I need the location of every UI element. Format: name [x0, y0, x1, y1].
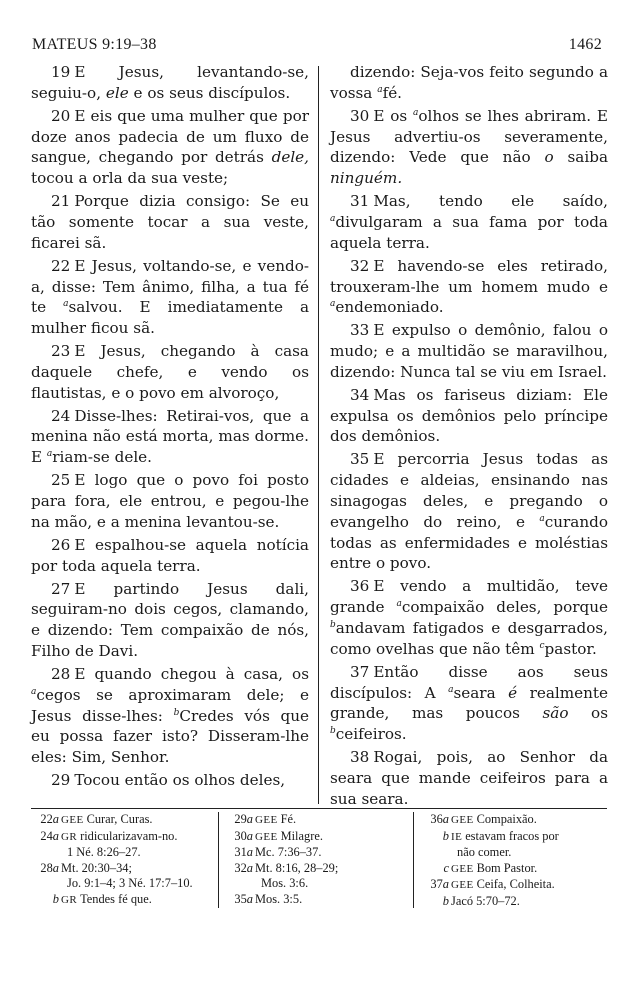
verse-number: 34 [350, 385, 370, 404]
verse-paragraph [330, 747, 608, 809]
verse-text: tocou a orla da sua veste; [31, 169, 229, 188]
running-header [32, 36, 602, 54]
verse-text: curando todas as enfermidades e moléstias entre o povo. [330, 512, 608, 573]
verse-text: Mas os fariseus diziam: Ele expulsa os demônios pelo príncipe dos demônios. [330, 385, 608, 446]
footnote-entry [225, 892, 405, 908]
verse-text: E quando chegou à casa, os [74, 665, 309, 683]
footnote-source-tag: GEE [451, 862, 474, 875]
verse-column-left [31, 62, 309, 793]
footnote-entry [421, 861, 607, 878]
footnote-letter: a [52, 812, 59, 826]
footnote-source-tag: GEE [255, 814, 278, 826]
footnote-marker: a [396, 599, 402, 610]
verse-text: andavam fatigados e desgarrados, como ovelhas que não têm [330, 619, 608, 658]
verse-paragraph [31, 191, 309, 253]
footnote-marker: a [377, 84, 383, 95]
footnote-reference [225, 845, 253, 861]
footnote-divider [31, 808, 607, 809]
footnote-letter: a [246, 828, 253, 843]
footnote-entry [421, 829, 607, 861]
verse-number: 29 [51, 771, 71, 790]
footnote-reference [225, 829, 253, 845]
footnote-text: Bom Pastor. [476, 860, 538, 875]
verse-text: Então disse aos seus discípulos: A [330, 662, 608, 702]
footnote-text: Fé. [280, 812, 297, 826]
footnote-reference [421, 812, 449, 828]
footnote-text: Milagre. [280, 828, 323, 843]
footnote-continuation: Jo. 9:1–4; 3 Né. 17:7–10. [67, 876, 193, 890]
footnote-verse-number: 37 [430, 877, 443, 891]
footnote-marker: a [46, 449, 53, 460]
footnote-entry [421, 812, 607, 829]
footnote-verse-number: 24 [40, 828, 53, 843]
verse-text: seara [453, 683, 509, 702]
verse-text: E Jesus, chegando à casa daquele chefe, e vendo os flautistas, e o povo em alvoroço, [31, 342, 309, 402]
footnote-letter: c [443, 860, 449, 875]
footnote-verse-number: 22 [40, 812, 53, 826]
footnote-verse-number: 31 [234, 845, 247, 859]
verse-text-italic: é [508, 683, 518, 702]
verse-text: ceifeiros. [335, 725, 407, 744]
verse-number: 21 [51, 192, 71, 211]
verse-text: cegos se aproximaram dele; e Jesus disse-lhes: [31, 685, 309, 725]
footnote-continuation: não comer. [457, 845, 512, 859]
verse-text: e os seus discípulos. [128, 83, 291, 102]
footnote-reference [31, 829, 59, 845]
footnote-verse-number: 29 [234, 812, 247, 826]
footnote-entry [31, 812, 209, 829]
verse-text: E vendo a multidão, teve grande [330, 577, 608, 617]
verse-paragraph [31, 770, 309, 791]
footnote-entry [31, 829, 209, 861]
verse-paragraph [31, 579, 309, 662]
footnote-verse-number: 28 [40, 860, 53, 875]
footnote-column-3 [421, 812, 607, 909]
verse-paragraph [330, 191, 608, 253]
verse-paragraph [330, 320, 608, 382]
footnote-marker: a [412, 107, 419, 118]
footnote-marker: a [448, 684, 454, 695]
verse-paragraph [31, 62, 309, 104]
footnote-entry [31, 861, 209, 892]
verse-text: E havendo-se eles retirado, trouxeram-lhe um homem mudo e [330, 256, 608, 296]
footnote-letter: a [52, 828, 59, 843]
verse-number: 23 [51, 342, 71, 361]
verse-text: divulgaram a sua fama por toda aquela terra. [330, 212, 608, 252]
verse-text-italic: dele, [271, 148, 309, 167]
footnote-text: Tendes fé que. [80, 891, 152, 906]
verse-number: 38 [350, 748, 370, 767]
footnote-reference [225, 812, 253, 828]
verse-number: 26 [51, 535, 71, 554]
verse-paragraph [31, 341, 309, 403]
verse-text: saiba [553, 148, 608, 167]
footnote-entry [31, 892, 209, 909]
footnote-reference [31, 861, 59, 877]
verse-paragraph [330, 449, 608, 574]
footnote-letter: a [246, 812, 253, 826]
verse-text-italic: ele [105, 83, 129, 102]
footnote-reference [421, 861, 449, 877]
verse-text: riam-se dele. [52, 448, 152, 467]
verse-text: endemoniado. [335, 298, 444, 317]
verse-paragraph [330, 662, 608, 745]
verse-text-italic: ninguém. [330, 169, 403, 188]
footnote-entry [421, 877, 607, 894]
footnote-marker: a [330, 213, 336, 224]
footnote-marker: c [539, 640, 545, 651]
footnote-verse-number: 32 [234, 860, 247, 875]
verse-number: 19 [51, 63, 71, 81]
footnote-reference [31, 892, 59, 908]
chapter-reference: MATEUS 9:19–38 [32, 36, 157, 53]
footnote-text: Mc. 7:36–37. [255, 845, 322, 859]
footnote-verse-number: 35 [234, 891, 247, 906]
verse-number: 24 [51, 406, 71, 425]
footnote-reference [225, 861, 253, 877]
footnote-text: Mt. 8:16, 28–29; [255, 860, 339, 875]
verse-text: Rogai, pois, ao Senhor da seara que mande ceifeiros para a sua seara. [330, 748, 608, 808]
footnote-letter: a [246, 845, 253, 859]
verse-number: 37 [350, 662, 370, 681]
footnote-marker: b [173, 707, 180, 718]
footnote-source-tag: GEE [61, 814, 84, 826]
footnote-letter: a [52, 860, 59, 875]
verse-text: Mas, tendo ele saído, [373, 192, 608, 211]
footnote-source-tag: GR [61, 830, 78, 843]
verse-text: os [568, 704, 608, 723]
verse-paragraph [330, 385, 608, 447]
footnote-text: ridicularizavam-no. [80, 828, 178, 843]
footnote-entry [225, 812, 405, 829]
footnote-verse-number: 36 [430, 812, 443, 826]
footnotes-area [31, 812, 607, 912]
verse-number: 20 [51, 106, 71, 125]
verse-number: 36 [350, 577, 370, 596]
footnote-reference [421, 894, 449, 910]
verse-number: 32 [350, 256, 370, 275]
footnote-source-tag: GR [61, 893, 78, 906]
verse-text: E os [373, 106, 413, 125]
verse-text: E logo que o povo foi posto para fora, ele entrou, e pegou-lhe na mão, e a menina levantou-se. [31, 471, 309, 531]
verse-text: E eis que uma mulher que por doze anos padecia de um fluxo de sangue, chegando por detrás [31, 106, 309, 167]
verse-text: pastor. [544, 639, 597, 658]
verse-text: dizendo: Seja-vos feito segundo a vossa [330, 63, 608, 102]
verse-column-right [330, 62, 608, 812]
verse-text: fé. [382, 83, 403, 102]
verse-number: 22 [51, 256, 71, 275]
verse-text: E espalhou-se aquela notícia por toda aquela terra. [31, 535, 309, 575]
footnote-source-tag: GEE [255, 830, 278, 843]
verse-number: 30 [350, 106, 370, 125]
footnote-source-tag: GEE [451, 879, 474, 891]
footnote-column-divider [413, 812, 414, 908]
verse-number: 35 [350, 450, 370, 469]
footnote-entry [225, 845, 405, 861]
verse-text-italic: são [542, 704, 569, 723]
footnote-verse-number: 30 [234, 828, 247, 843]
verse-text: salvou. E imediatamente a mulher ficou sã. [31, 298, 309, 338]
footnote-letter: a [442, 877, 449, 891]
footnote-marker: b [330, 726, 336, 737]
footnote-entry [225, 861, 405, 892]
footnote-continuation: Mos. 3:6. [261, 876, 309, 890]
footnote-letter: a [442, 812, 449, 826]
footnote-entry [421, 894, 607, 910]
verse-paragraph [31, 535, 309, 577]
footnote-reference [225, 892, 253, 908]
verse-text: Disse-lhes: Retirai-vos, que a menina não está morta, mas dorme. E [31, 406, 309, 467]
verse-text: E expulso o demônio, falou o mudo; e a multidão se maravilhou, dizendo: Nunca tal se viu em Israel. [330, 321, 608, 381]
verse-paragraph [330, 62, 608, 104]
verse-number: 33 [350, 321, 370, 340]
verse-paragraph [31, 106, 309, 189]
footnote-text: Compaixão. [476, 812, 537, 826]
footnote-text: Jacó 5:70–72. [451, 893, 520, 908]
verse-text: E percorria Jesus todas as cidades e aldeias, ensinando nas sinagogas deles, e pregando o evangelho do reino, e [330, 450, 608, 531]
footnote-continuation: 1 Né. 8:26–27. [67, 845, 141, 859]
footnote-column-2 [225, 812, 405, 907]
page-number: 1462 [568, 36, 602, 53]
verse-number: 31 [350, 192, 370, 211]
verse-text: E partindo Jesus dali, seguiram-no dois cegos, clamando, e dizendo: Tem compaixão de nós, Filho de Davi. [31, 579, 309, 661]
verse-paragraph [31, 470, 309, 532]
verse-paragraph [31, 664, 309, 768]
footnote-marker: a [330, 299, 336, 310]
footnote-reference [421, 829, 449, 845]
verse-text: E Jesus, voltando-se, e vendo-a, disse: Tem ânimo, filha, a tua fé te [31, 256, 309, 317]
verse-paragraph [31, 406, 309, 468]
footnote-text: estavam fracos por [465, 828, 559, 843]
verse-number: 28 [51, 665, 71, 683]
footnote-letter: b [442, 828, 449, 843]
verse-paragraph [31, 256, 309, 339]
verse-text-italic: o [544, 148, 554, 167]
verse-text: Porque dizia consigo: Se eu tão somente tocar a sua veste, ficarei sã. [31, 192, 309, 252]
footnote-text: Mos. 3:5. [255, 891, 303, 906]
footnote-text: Mt. 20:30–34; [61, 860, 132, 875]
footnote-source-tag: IE [451, 830, 463, 843]
footnote-marker: a [63, 299, 69, 310]
verse-text: realmente grande, mas poucos [330, 683, 609, 723]
verse-paragraph [330, 576, 608, 659]
column-divider [318, 66, 319, 804]
verse-paragraph [330, 106, 608, 189]
footnote-reference [421, 877, 449, 893]
verse-number: 25 [51, 471, 71, 490]
verse-text: E Jesus, levantando-se, seguiu-o, [31, 63, 309, 102]
footnote-letter: a [246, 891, 253, 906]
verse-text: Tocou então os olhos deles, [74, 771, 286, 790]
footnote-entry [225, 829, 405, 846]
footnote-letter: a [246, 860, 253, 875]
footnote-reference [31, 812, 59, 828]
footnote-letter: b [442, 893, 449, 908]
verse-text: compaixão deles, porque [401, 598, 608, 617]
footnote-marker: a [31, 686, 37, 697]
footnote-text: Ceifa, Colheita. [476, 877, 555, 891]
verse-paragraph [330, 256, 608, 318]
footnote-column-1 [31, 812, 209, 908]
verse-text: olhos se lhes abriram. E Jesus advertiu-os severamente, dizendo: Vede que não [330, 106, 608, 167]
footnote-letter: b [52, 891, 59, 906]
footnote-column-divider [218, 812, 219, 908]
footnote-source-tag: GEE [451, 814, 474, 826]
footnote-marker: b [330, 620, 336, 631]
footnote-marker: a [539, 513, 545, 524]
verse-text: Credes vós que eu possa fazer isto? Disseram-lhe eles: Sim, Senhor. [31, 706, 309, 767]
footnote-text: Curar, Curas. [86, 812, 153, 826]
verse-number: 27 [51, 579, 71, 598]
